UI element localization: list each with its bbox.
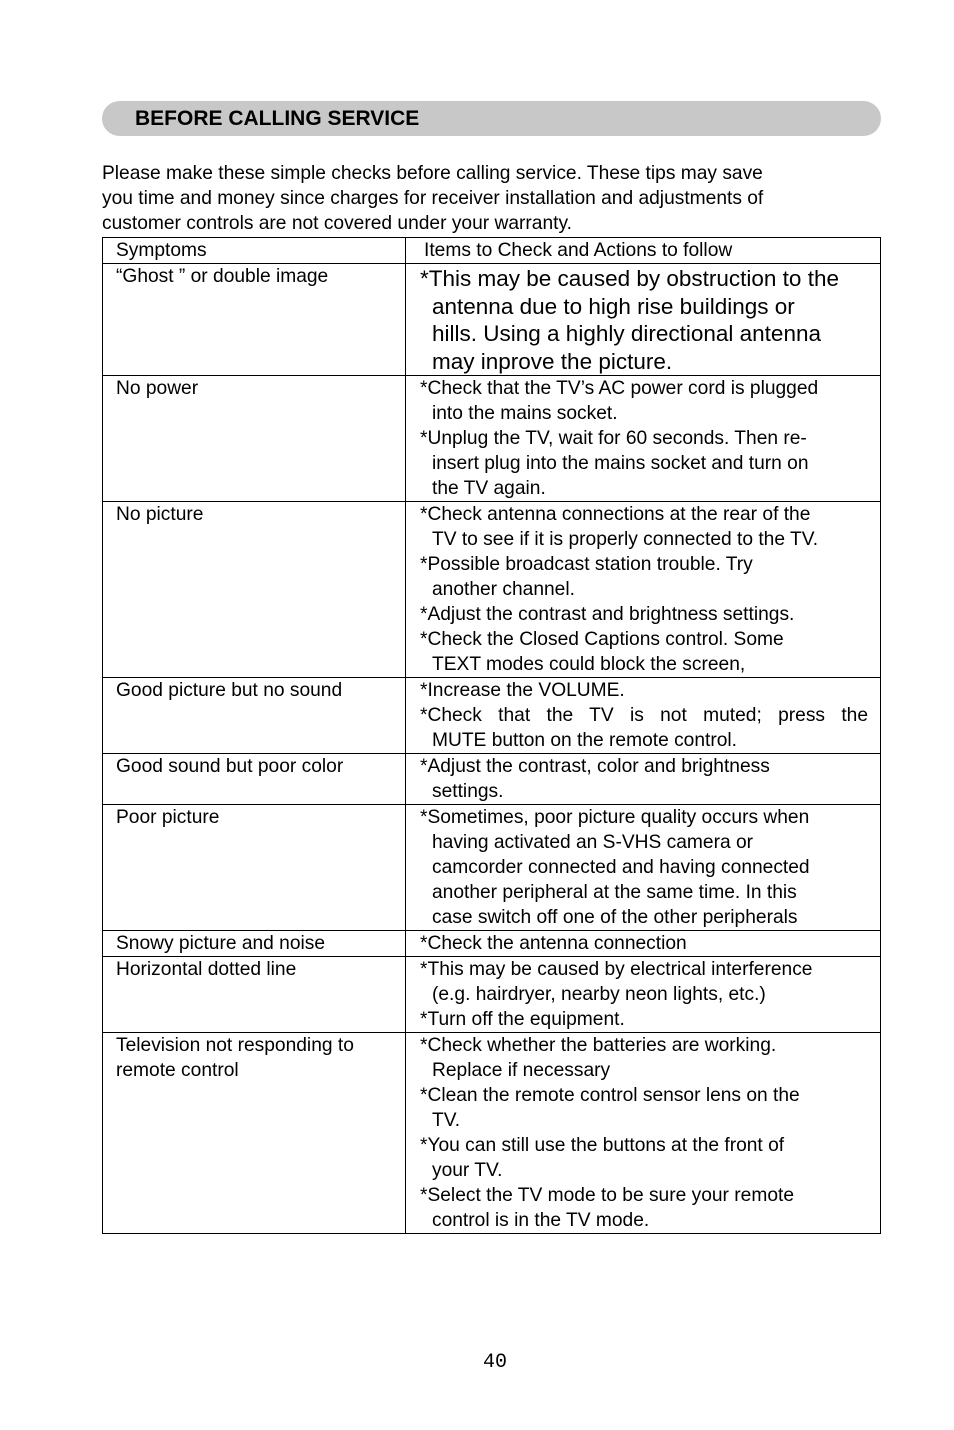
action-text: *Check the Closed Captions control. Some — [420, 629, 784, 650]
action-text: antenna due to high rise buildings or — [432, 293, 795, 319]
action-item — [420, 426, 868, 501]
action-item — [420, 376, 868, 426]
table-row — [103, 1033, 881, 1234]
action-text: having activated an S-VHS camera or — [432, 832, 754, 853]
action-text: MUTE button on the remote control. — [432, 730, 738, 751]
action-item — [420, 754, 868, 804]
symptom-cell — [103, 1033, 406, 1234]
symptom-cell — [103, 805, 406, 931]
action-item — [420, 265, 868, 375]
action-item — [420, 1133, 868, 1183]
table-row — [103, 678, 881, 754]
symptom-text: Good sound but poor color — [116, 756, 344, 777]
action-text: *Check whether the batteries are working. — [420, 1035, 777, 1056]
action-text: the TV again. — [432, 478, 546, 499]
action-text: *Possible broadcast station trouble. Try — [420, 554, 753, 575]
action-text: *Sometimes, poor picture quality occurs when — [420, 807, 810, 828]
action-item — [420, 502, 868, 552]
table-row — [103, 931, 881, 957]
action-item — [420, 805, 868, 930]
action-cell — [406, 264, 881, 376]
symptom-cell — [103, 264, 406, 376]
intro-line: Please make these simple checks before calling service. These tips may save — [102, 163, 763, 184]
intro-line: customer controls are not covered under your warranty. — [102, 213, 572, 234]
action-text: TV to see if it is properly connected to the TV. — [432, 529, 819, 550]
action-text: *Increase the VOLUME. — [420, 680, 625, 701]
action-text: Replace if necessary — [432, 1060, 611, 1081]
action-text: another channel. — [432, 579, 575, 600]
table-row — [103, 376, 881, 502]
section-banner — [102, 101, 881, 136]
action-item — [420, 602, 868, 627]
header-label: Symptoms — [116, 240, 207, 261]
action-text: TV. — [432, 1110, 461, 1131]
action-text: *This may be caused by obstruction to the — [420, 266, 839, 291]
page-number: 40 — [482, 1351, 507, 1374]
action-item — [420, 1033, 868, 1083]
action-text: insert plug into the mains socket and turn on — [432, 453, 809, 474]
action-cell — [406, 678, 881, 754]
symptom-text: “Ghost ” or double image — [116, 266, 329, 287]
symptom-cell — [103, 678, 406, 754]
table-row — [103, 264, 881, 376]
action-text: into the mains socket. — [432, 403, 618, 424]
header-symptoms — [103, 238, 406, 264]
action-text: *Adjust the contrast and brightness settings. — [420, 604, 795, 625]
troubleshooting-table — [102, 237, 881, 1234]
action-item — [420, 1083, 868, 1133]
table-row — [103, 805, 881, 931]
action-cell — [406, 376, 881, 502]
action-item — [420, 678, 868, 703]
action-text: *Select the TV mode to be sure your remote — [420, 1185, 794, 1206]
action-item — [420, 627, 868, 677]
action-item — [420, 552, 868, 602]
table-row — [103, 957, 881, 1033]
action-text: *Check that the TV’s AC power cord is plugged — [420, 378, 819, 399]
symptom-text: Poor picture — [116, 807, 220, 828]
action-text: *Check that the TV is not muted; press the — [420, 705, 868, 726]
symptom-text: No picture — [116, 504, 204, 525]
action-text: camcorder connected and having connected — [432, 857, 810, 878]
action-text: your TV. — [432, 1160, 503, 1181]
action-text: *Turn off the equipment. — [420, 1009, 625, 1030]
symptom-text: Horizontal dotted line — [116, 959, 297, 980]
action-item — [420, 1183, 868, 1233]
action-text: *Adjust the contrast, color and brightness — [420, 756, 770, 777]
action-text: *Check the antenna connection — [420, 933, 687, 954]
symptom-cell — [103, 502, 406, 678]
action-cell — [406, 1033, 881, 1234]
symptom-cell — [103, 376, 406, 502]
action-text: *You can still use the buttons at the front of — [420, 1135, 785, 1156]
action-text: case switch off one of the other peripherals — [432, 907, 798, 928]
action-cell — [406, 931, 881, 957]
intro-line: you time and money since charges for receiver installation and adjustments of — [102, 188, 764, 209]
symptom-cell — [103, 957, 406, 1033]
action-text: another peripheral at the same time. In this — [432, 882, 797, 903]
symptom-cell — [103, 754, 406, 805]
action-item — [420, 703, 868, 753]
header-label: Items to Check and Actions to follow — [424, 240, 733, 261]
table-row — [103, 754, 881, 805]
symptom-text: remote control — [116, 1060, 239, 1081]
table-row — [103, 502, 881, 678]
section-title: BEFORE CALLING SERVICE — [135, 107, 420, 130]
action-text: *Clean the remote control sensor lens on the — [420, 1085, 800, 1106]
action-text: may inprove the picture. — [432, 348, 673, 374]
action-text: *This may be caused by electrical interference — [420, 959, 813, 980]
action-cell — [406, 502, 881, 678]
header-actions — [406, 238, 881, 264]
action-item — [420, 1007, 868, 1032]
action-text: settings. — [432, 781, 504, 802]
action-item — [420, 957, 868, 1007]
action-text: (e.g. hairdryer, nearby neon lights, etc.) — [432, 984, 766, 1005]
action-item — [420, 931, 868, 956]
symptom-text: Television not responding to — [116, 1035, 354, 1056]
symptom-text: Good picture but no sound — [116, 680, 343, 701]
symptom-text: Snowy picture and noise — [116, 933, 326, 954]
action-text: control is in the TV mode. — [432, 1210, 650, 1231]
symptom-text: No power — [116, 378, 199, 399]
action-cell — [406, 957, 881, 1033]
action-text: TEXT modes could block the screen, — [432, 654, 746, 675]
intro-paragraph — [102, 161, 882, 236]
action-text: *Unplug the TV, wait for 60 seconds. Then re- — [420, 428, 807, 449]
action-cell — [406, 805, 881, 931]
troubleshooting-table-body — [103, 238, 881, 1234]
action-text: *Check antenna connections at the rear of the — [420, 504, 811, 525]
symptom-cell — [103, 931, 406, 957]
action-text: hills. Using a highly directional antenna — [432, 321, 821, 346]
table-header-row — [103, 238, 881, 264]
action-cell — [406, 754, 881, 805]
